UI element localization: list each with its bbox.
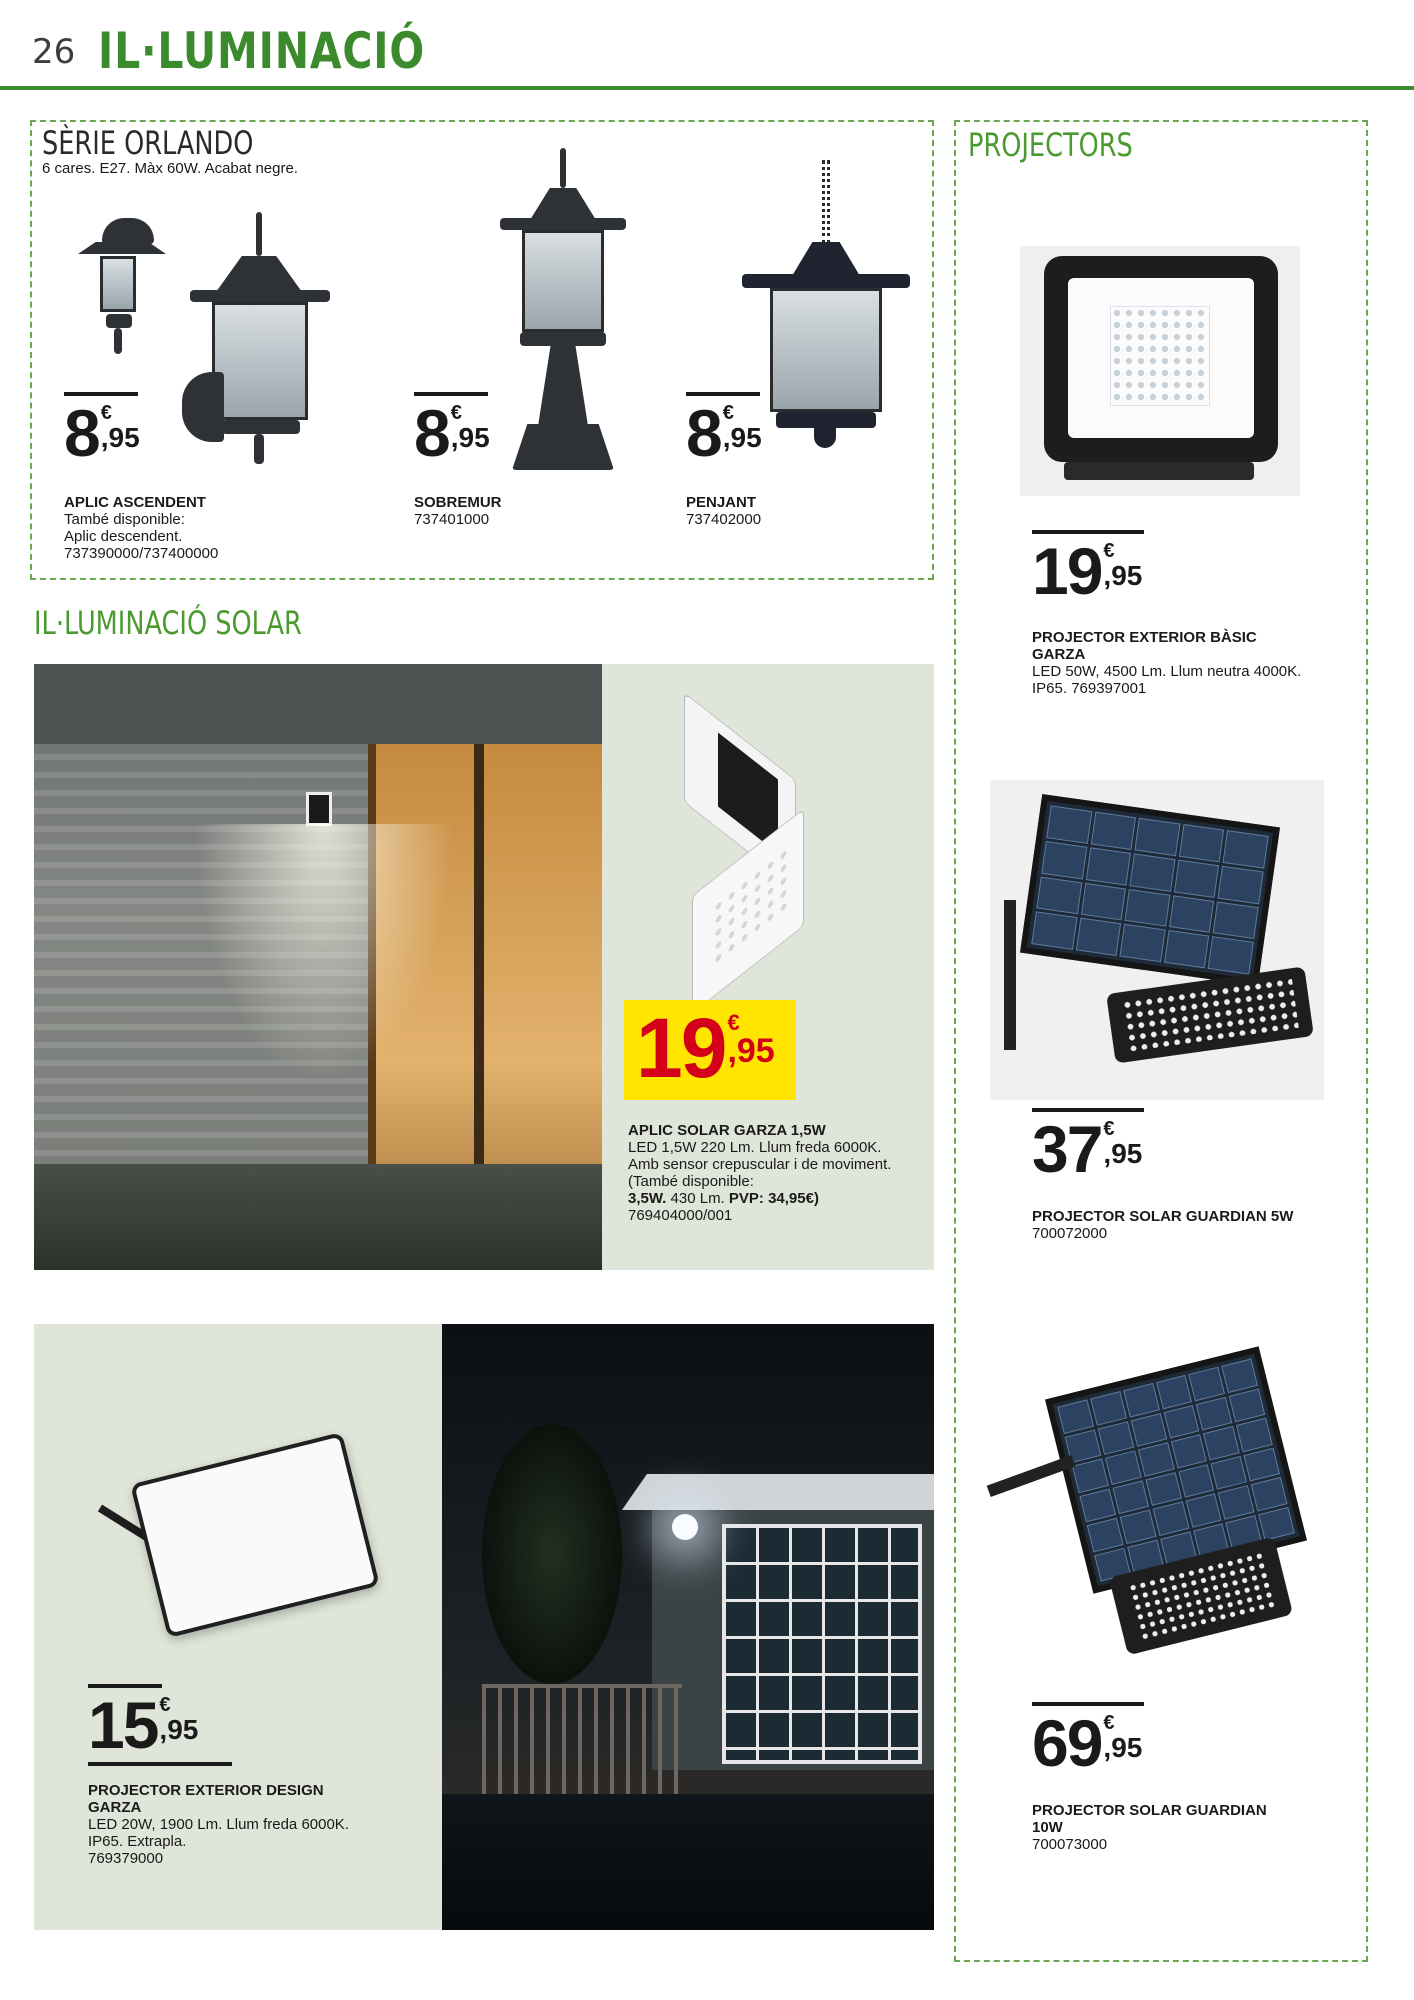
price-solar-aplic xyxy=(636,1001,775,1095)
page-number: 26 xyxy=(32,32,76,72)
product-code: 737402000 xyxy=(686,511,762,528)
product-name: SOBREMUR xyxy=(414,494,502,511)
orlando-subtitle: 6 cares. E27. Màx 60W. Acabat negre. xyxy=(42,160,298,177)
night-scene-photo xyxy=(442,1324,934,1930)
price-currency: € xyxy=(100,402,112,424)
price-decimal: ,95 xyxy=(1103,1732,1143,1763)
price-integer: 19 xyxy=(1032,534,1102,608)
penjant-image xyxy=(736,160,916,460)
price-integer: 15 xyxy=(88,1688,158,1762)
price-basic-projector xyxy=(1032,530,1144,608)
price-decimal: ,95 xyxy=(100,422,140,453)
price-sobremur xyxy=(414,392,490,470)
price-penjant xyxy=(686,392,762,470)
product-name: GARZA xyxy=(88,1799,142,1816)
solar-title: IL·LUMINACIÓ SOLAR xyxy=(34,604,302,642)
price-integer: 8 xyxy=(686,396,721,470)
guardian-5w-image xyxy=(990,780,1324,1100)
product-code: 769379000 xyxy=(88,1850,164,1867)
price-decimal: ,95 xyxy=(159,1714,199,1745)
product-code: 769404000/001 xyxy=(628,1207,733,1224)
guardian-10w-image xyxy=(986,1350,1316,1680)
product-name: APLIC ASCENDENT xyxy=(64,494,206,511)
product-name: GARZA xyxy=(1032,646,1086,663)
product-desc: IP65. Extrapla. xyxy=(88,1833,187,1850)
product-name: PROJECTOR EXTERIOR DESIGN xyxy=(88,1782,324,1799)
price-integer: 8 xyxy=(64,396,99,470)
aplic-ascendent-image xyxy=(176,212,346,472)
product-name: PROJECTOR SOLAR GUARDIAN 5W xyxy=(1032,1208,1294,1225)
product-name: APLIC SOLAR GARZA 1,5W xyxy=(628,1122,826,1139)
price-aplic-ascendent xyxy=(64,392,140,470)
product-desc: També disponible: xyxy=(64,511,185,528)
product-desc-variant xyxy=(628,1190,819,1207)
price-integer: 37 xyxy=(1032,1112,1102,1186)
price-integer: 8 xyxy=(414,396,449,470)
projectors-title: PROJECTORS xyxy=(968,126,1133,164)
product-name: PENJANT xyxy=(686,494,757,511)
orlando-title: SÈRIE ORLANDO xyxy=(42,124,254,162)
price-currency: € xyxy=(1103,1118,1115,1140)
price-currency: € xyxy=(159,1694,171,1716)
product-desc: LED 20W, 1900 Lm. Llum freda 6000K. xyxy=(88,1816,349,1833)
product-code: 737390000/737400000 xyxy=(64,545,219,562)
page-title: IL·LUMINACIÓ xyxy=(98,22,426,80)
variant-power: 3,5W. xyxy=(628,1190,667,1207)
price-decimal: ,95 xyxy=(450,422,490,453)
product-desc: Aplic descendent. xyxy=(64,528,183,545)
price-guardian-5w xyxy=(1032,1108,1144,1186)
price-currency: € xyxy=(727,1010,740,1035)
product-code: 700073000 xyxy=(1032,1836,1108,1853)
product-desc: LED 1,5W 220 Lm. Llum freda 6000K. xyxy=(628,1139,882,1156)
product-name: PROJECTOR SOLAR GUARDIAN xyxy=(1032,1802,1267,1819)
price-integer: 19 xyxy=(636,1001,726,1095)
aplic-descendent-image xyxy=(72,218,172,358)
price-decimal: ,95 xyxy=(1103,1138,1143,1169)
product-desc: Amb sensor crepuscular i de moviment. xyxy=(628,1156,892,1173)
price-decimal: ,95 xyxy=(1103,560,1143,591)
price-design-projector xyxy=(88,1684,232,1766)
price-decimal: ,95 xyxy=(722,422,762,453)
product-name: PROJECTOR EXTERIOR BÀSIC xyxy=(1032,629,1257,646)
price-currency: € xyxy=(450,402,462,424)
product-code: 737401000 xyxy=(414,511,490,528)
basic-projector-image xyxy=(1020,246,1300,496)
solar-scene-photo xyxy=(34,664,602,1270)
price-guardian-10w xyxy=(1032,1702,1144,1780)
solar-aplic-image xyxy=(684,722,834,972)
price-currency: € xyxy=(1103,540,1115,562)
product-desc: IP65. 769397001 xyxy=(1032,680,1147,697)
product-name: 10W xyxy=(1032,1819,1063,1836)
variant-pvp: PVP: 34,95€) xyxy=(728,1190,819,1207)
design-projector-image xyxy=(100,1440,370,1660)
price-currency: € xyxy=(1103,1712,1115,1734)
price-integer: 69 xyxy=(1032,1706,1102,1780)
product-code: 700072000 xyxy=(1032,1225,1108,1242)
header-rule xyxy=(0,86,1414,90)
product-desc: (També disponible: xyxy=(628,1173,754,1190)
price-decimal: ,95 xyxy=(727,1032,775,1070)
product-desc: LED 50W, 4500 Lm. Llum neutra 4000K. xyxy=(1032,663,1302,680)
variant-lumens: 430 Lm. xyxy=(666,1190,729,1207)
price-currency: € xyxy=(722,402,734,424)
sobremur-image xyxy=(498,148,628,484)
